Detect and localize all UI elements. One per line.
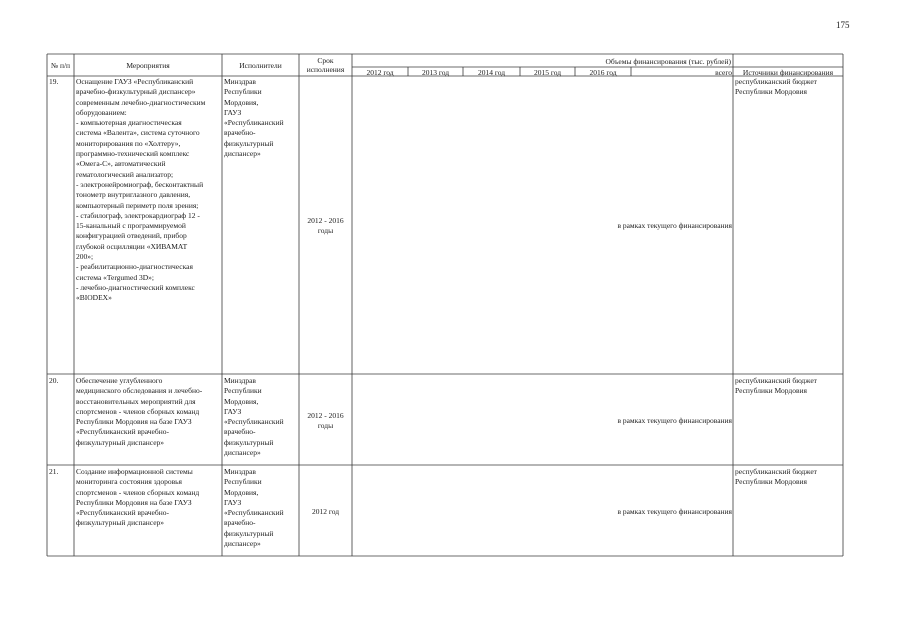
header-num: № п/п <box>50 61 71 70</box>
row-19-sources: республиканский бюджет Республики Мордовия <box>735 77 817 97</box>
row-20-deadline: 2012 - 2016 годы <box>307 411 344 431</box>
row-19-num: 19. <box>49 77 59 86</box>
header-year-2014: 2014 год <box>477 68 506 77</box>
row-20-activity: Обеспечение углубленного медицинского обследования и лечебно- восстановительных мероприятий для спортсменов - членов сборных команд Республики Мордовия на базе ГАУЗ «Республиканский врачебно- физкультурный диспансер» <box>76 376 203 447</box>
row-19-executors: Минздрав Республики Мордовия, ГАУЗ «Республиканский врачебно- физкультурный диспансер» <box>224 77 284 159</box>
row-20-sources: республиканский бюджет Республики Мордовия <box>735 376 817 396</box>
header-activity: Мероприятия <box>126 61 170 70</box>
row-21-sources: республиканский бюджет Республики Мордовия <box>735 467 817 487</box>
header-executors: Исполнители <box>239 61 282 70</box>
header-funding: Объемы финансирования (тыс. рублей) <box>605 57 731 66</box>
row-19-activity: Оснащение ГАУЗ «Республиканский врачебно-физкультурный диспансер» современным лечебно-диагностическим оборудованием: - компьютерная диагностическая система «Валента», система суточного мониторирования по «Холтеру», программно-технический комплекс «Омега-С», автоматический гематологический анализатор; - электронейромиограф, бесконтактный тонометр внутриглазного давления, компьютерный периметр поля зрения; - стабилограф, электрокардиограф 12 - 15-канальный с программируемой конфигурацией отведений, прибор глубокой осцилляции «ХИВАМАТ 200»; - реабилитационно-диагностическая система «Tergumed 3D»; - лечебно-диагностический комплекс «BIODEX» <box>76 77 206 303</box>
header-year-2013: 2013 год <box>421 68 450 77</box>
header-deadline: Срок исполнения <box>306 56 345 74</box>
row-19-deadline: 2012 - 2016 годы <box>307 216 344 236</box>
header-year-2015: 2015 год <box>533 68 562 77</box>
row-19-funding: в рамках текущего финансирования <box>617 221 732 230</box>
page-number: 175 <box>836 20 850 30</box>
row-21-funding: в рамках текущего финансирования <box>617 507 732 516</box>
header-total: всего <box>715 68 732 77</box>
header-year-2016: 2016 год <box>589 68 617 77</box>
row-20-executors: Минздрав Республики Мордовия, ГАУЗ «Республиканский врачебно- физкультурный диспансер» <box>224 376 284 458</box>
row-21-activity: Создание информационной системы мониторинга состояния здоровья спортсменов - членов сборных команд Республики Мордовия на базе ГАУЗ «Республиканский врачебно- физкультурный диспансер» <box>76 467 200 528</box>
row-21-deadline: 2012 год <box>311 507 340 516</box>
header-sources: Источники финансирования <box>742 68 834 77</box>
row-21-num: 21. <box>49 467 59 476</box>
row-20-num: 20. <box>49 376 59 385</box>
header-year-2012: 2012 год <box>366 68 394 77</box>
row-20-funding: в рамках текущего финансирования <box>617 416 732 425</box>
row-21-executors: Минздрав Республики Мордовия, ГАУЗ «Республиканский врачебно- физкультурный диспансер» <box>224 467 284 549</box>
